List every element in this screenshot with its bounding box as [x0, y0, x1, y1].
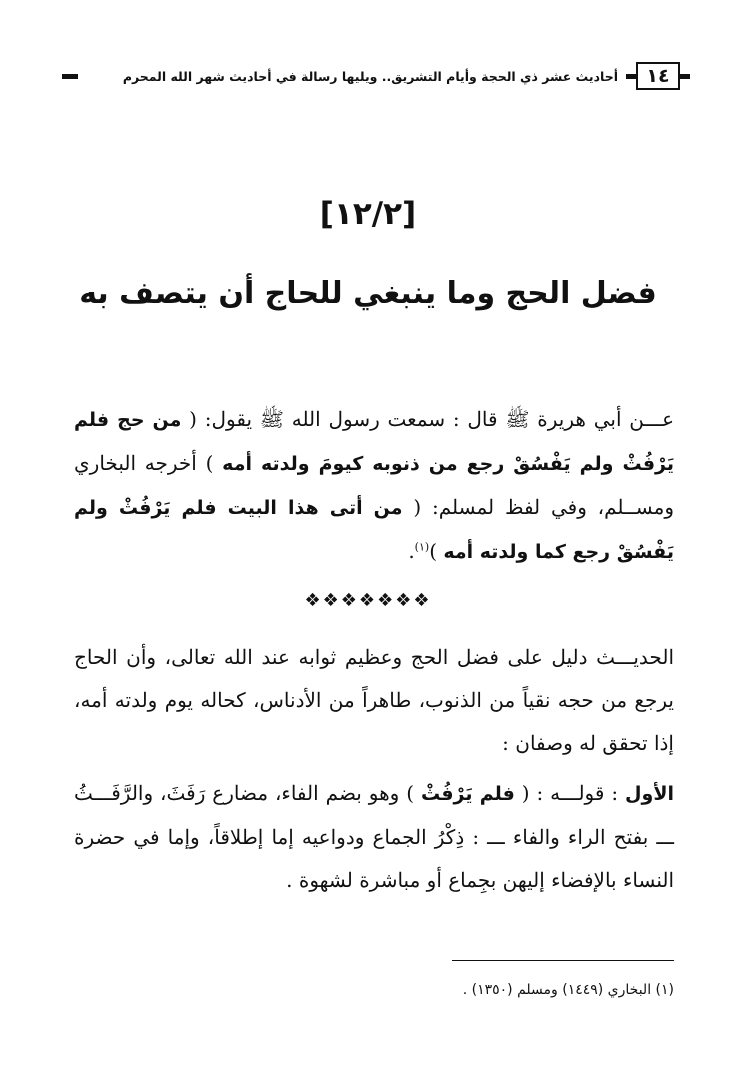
hadith-period: .: [408, 539, 415, 563]
hadith-narrator: عـــن أبي هريرة ﷺ قال : سمعت رسول الله ﷺ يقول: (: [181, 407, 675, 431]
hadith-text-1: من حج فلم يَرْفُثْ ولم يَفْسُقْ رجع من ذنوبه كيومَ ولدته أمه: [74, 409, 674, 475]
footnote-rule: [452, 960, 674, 961]
hadith-paragraph: [74, 398, 674, 574]
first-lead: : قولـــه : (: [514, 781, 626, 805]
header-rule: [680, 74, 690, 79]
hadith-source: ) أخرجه البخاري ومســلم، وفي لفظ لمسلم: (: [74, 451, 674, 519]
page-title: فضل الحج وما ينبغي للحاج أن يتصف به: [79, 276, 657, 311]
page-number: ١٤: [636, 62, 680, 90]
header-rule: [626, 74, 636, 79]
running-title: أحاديث عشر ذي الحجة وأيام التشريق.. ويليها رسالة في أحاديث شهر الله المحرم: [122, 68, 618, 84]
separator-ornament: ❖❖❖❖❖❖❖: [304, 590, 432, 611]
first-condition-paragraph: [74, 772, 674, 902]
header-rule: [62, 74, 78, 79]
commentary-paragraph: الحديـــث دليل على فضل الحج وعظيم ثوابه عند الله تعالى، وأن الحاج يرجع من حجه نقياً من الذنوب، طاهراً من الأدناس، كحاله يوم ولدته أمه، إذا تحقق له وصفان :: [74, 645, 674, 755]
section-number: [١٢/٢]: [319, 196, 417, 232]
footnote-ref: (١): [414, 540, 430, 554]
running-header: [62, 58, 690, 94]
hadith-text-2: من أتى هذا البيت فلم يَرْفُثْ ولم يَفْسُقْ رجع كما ولدته أمه: [74, 497, 674, 563]
first-explanation: ) وهو بضم الفاء، مضارع رَفَثَ، والرَّفَـــثُ ـــ بفتح الراء والفاء ـــ : ذِكْرُ الجماع ودواعيه إما إطلاقاً، وإما في حضرة النساء بالإفضاء إليهن بجِماع أو مباشرة لشهوة .: [74, 781, 674, 892]
first-label: الأول: [625, 783, 674, 805]
first-quote: فلم يَرْفُثْ: [421, 783, 515, 805]
hadith-close: ): [429, 539, 444, 563]
footnote: (١) البخاري (١٤٤٩) ومسلم (١٣٥٠) .: [462, 982, 674, 998]
